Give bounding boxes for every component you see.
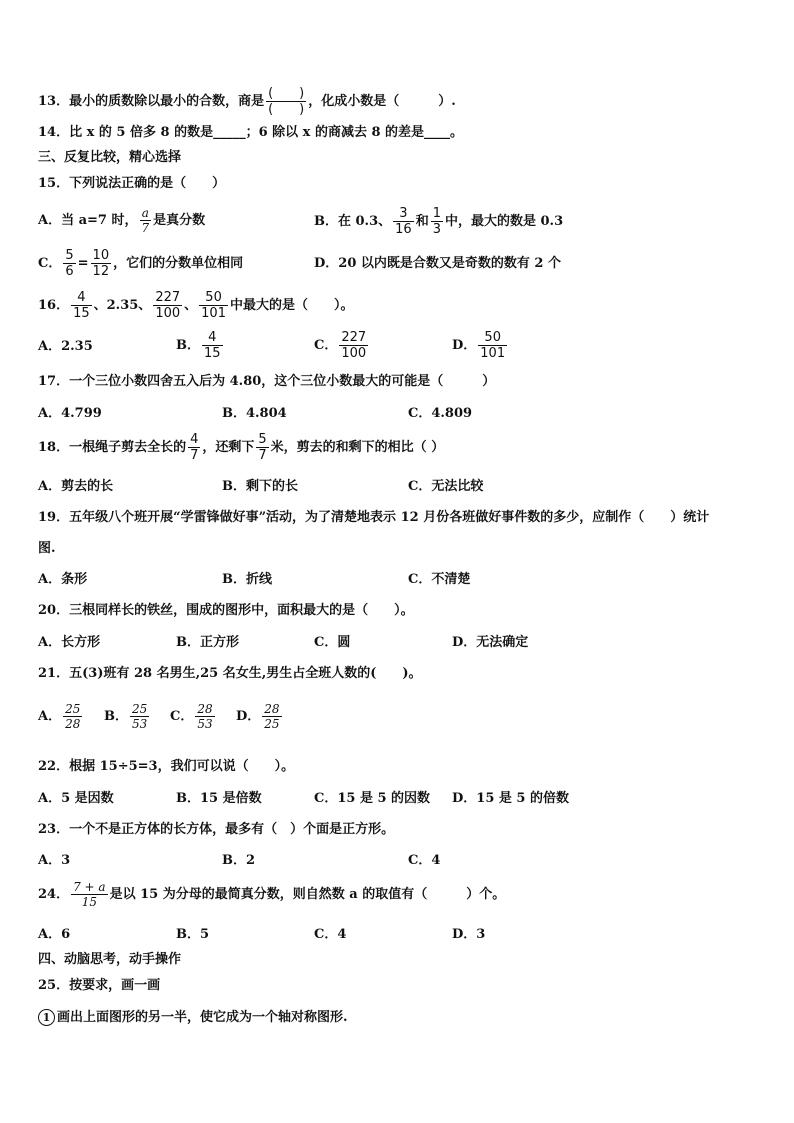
q18-f2-den: 7 (258, 448, 267, 463)
q13-number: 13． (38, 94, 70, 109)
question-15-stem: 15．下列说法正确的是（ ） (38, 176, 226, 191)
q21-c-fraction (195, 702, 214, 731)
q22-option-c: C．15 是 5 的因数 (314, 791, 431, 806)
question-16-stem (38, 290, 354, 321)
q20-option-c: C．圆 (314, 635, 351, 650)
q16-d-label: D． (452, 338, 477, 353)
q18-option-a: A．剪去的长 (38, 479, 114, 494)
q17-option-c: C．4.809 (408, 406, 473, 421)
q16-c-fraction (339, 330, 368, 361)
q24-text-post: 是以 15 为分母的最简真分数，则自然数 a 的取值有（ ）个。 (109, 887, 506, 902)
q16-b-num: 4 (208, 330, 217, 345)
q16-b-den: 15 (204, 346, 221, 361)
q13-numerator-blank: ( ) (268, 86, 305, 101)
q25-sub-1-text: 画出上面图形的另一半，使它成为一个轴对称图形. (57, 1010, 348, 1025)
q24-den: 15 (81, 895, 97, 909)
q15-a-text: A．当 a=7 时， (38, 213, 138, 228)
q21-a-num: 25 (65, 702, 81, 716)
q15-b-f2-den: 3 (432, 222, 441, 237)
q16-f3-den: 101 (201, 306, 226, 321)
q16-b-fraction (202, 330, 223, 361)
q15-c-label: C． (38, 256, 62, 271)
q15-c-f1-den: 6 (65, 264, 74, 279)
q21-c-num: 28 (197, 702, 213, 716)
q17-option-b: B．4.804 (222, 406, 287, 421)
q20-option-b: B．正方形 (176, 635, 239, 650)
q18-text-post: 米，剪去的和剩下的相比（ ） (270, 440, 445, 455)
q18-f1-num: 4 (190, 432, 199, 447)
q15-option-c (38, 248, 243, 279)
question-24-stem (38, 880, 505, 909)
q15-b-mid: 和 (415, 214, 429, 229)
q15-a-fraction (140, 206, 152, 235)
q21-b-num: 25 (132, 702, 148, 716)
q16-c-den: 100 (341, 346, 367, 361)
q16-option-c (314, 330, 370, 361)
q15-b-f1-num: 3 (399, 206, 408, 221)
question-22-stem: 22．根据 15÷5=3，我们可以说（ ）。 (38, 759, 295, 774)
q21-d-den: 25 (264, 717, 280, 731)
q15-c-fraction-2 (91, 248, 112, 279)
q16-f1-num: 4 (77, 290, 86, 305)
circled-number-1: 1 (38, 1009, 55, 1026)
question-17-stem: 17．一个三位小数四舍五入后为 4.80，这个三位小数最大的可能是（ ） (38, 374, 496, 389)
q22-option-b: B．15 是倍数 (176, 791, 262, 806)
q15-c-equals: = (77, 256, 89, 271)
q21-d-num: 28 (264, 702, 280, 716)
section-heading-3: 三、反复比较，精心选择 (38, 150, 182, 165)
q24-num: 7 + a (73, 880, 106, 894)
question-25-stem: 25．按要求，画一画 (38, 978, 161, 993)
q21-b-den: 53 (132, 717, 148, 731)
q15-c-text-post: ，它们的分数单位相同 (113, 256, 244, 271)
q19-option-a: A．条形 (38, 572, 88, 587)
q18-text-pre: 18．一根绳子剪去全长的 (38, 440, 187, 455)
q21-option-c (170, 702, 217, 731)
q20-option-a: A．长方形 (38, 635, 101, 650)
q15-b-fraction-2 (431, 206, 443, 237)
q15-a-numerator: a (141, 206, 149, 220)
q15-b-text-post: 中，最大的数是 0.3 (444, 214, 564, 229)
q16-fraction-1 (71, 290, 92, 321)
q13-denominator-blank: ( ) (268, 102, 305, 117)
q22-option-a: A．5 是因数 (38, 791, 114, 806)
q24-option-c: C．4 (314, 927, 347, 942)
q15-c-f1-num: 5 (65, 248, 74, 263)
q23-option-b: B．2 (222, 853, 256, 868)
question-21-stem: 21．五(3)班有 28 名男生,25 名女生,男生占全班人数的( )。 (38, 666, 422, 681)
q16-f1-den: 15 (73, 306, 90, 321)
q21-c-den: 53 (197, 717, 213, 731)
q13-text-2: ，化成小数是（ ）. (308, 94, 456, 109)
q16-d-fraction (478, 330, 507, 361)
q15-option-a (38, 206, 205, 235)
q16-text-post: 中最大的是（ ）。 (229, 298, 354, 313)
q18-fraction-2 (256, 432, 268, 463)
q19-option-c: C．不清楚 (408, 572, 471, 587)
q21-d-label: D． (236, 709, 261, 724)
q21-a-den: 28 (65, 717, 81, 731)
q16-option-b (176, 330, 225, 361)
q20-option-d: D．无法确定 (452, 635, 529, 650)
q18-option-c: C．无法比较 (408, 479, 484, 494)
q23-option-c: C．4 (408, 853, 441, 868)
q16-option-a: A．2.35 (38, 339, 93, 354)
q16-d-num: 50 (484, 330, 501, 345)
q22-option-d: D．15 是 5 的倍数 (452, 791, 569, 806)
q18-fraction-1 (188, 432, 200, 463)
q16-mid-1: 、2.35、 (93, 298, 152, 313)
q15-option-d: D．20 以内既是合数又是奇数的数有 2 个 (314, 256, 561, 271)
q16-c-num: 227 (341, 330, 367, 345)
q16-mid-2: 、 (184, 298, 198, 313)
q15-c-fraction-1 (63, 248, 75, 279)
question-19-line-1: 19．五年级八个班开展“学雷锋做好事”活动，为了清楚地表示 12 月份各班做好事件数的多少，应制作（ ）统计 (38, 510, 710, 525)
q16-d-den: 101 (480, 346, 506, 361)
q15-option-b (314, 206, 563, 237)
question-23-stem: 23．一个不是正方体的长方体，最多有（ ）个面是正方形。 (38, 822, 395, 837)
q24-option-d: D．3 (452, 927, 486, 942)
q23-option-a: A．3 (38, 853, 71, 868)
q21-option-d (236, 702, 284, 731)
q16-b-label: B． (176, 338, 200, 353)
q13-fraction-blank (266, 86, 306, 117)
q15-b-fraction-1 (393, 206, 414, 237)
q21-c-label: C． (170, 709, 194, 724)
q24-fraction (71, 880, 107, 909)
q16-f3-num: 50 (205, 290, 222, 305)
question-13 (38, 86, 456, 117)
q25-sub-1 (38, 1009, 348, 1026)
q21-option-a (38, 702, 84, 731)
q15-a-denominator: 7 (141, 221, 150, 235)
question-20-stem: 20．三根同样长的铁丝，围成的图形中，面积最大的是（ ）。 (38, 603, 414, 618)
q18-f1-den: 7 (190, 448, 199, 463)
q16-fraction-2 (153, 290, 182, 321)
q21-b-label: B． (104, 709, 128, 724)
q17-option-a: A．4.799 (38, 406, 102, 421)
q16-option-d (452, 330, 509, 361)
question-18-stem (38, 432, 444, 463)
q16-number: 16． (38, 298, 70, 313)
q15-b-text: B．在 0.3、 (314, 214, 392, 229)
q24-number: 24． (38, 887, 70, 902)
q18-f2-num: 5 (258, 432, 267, 447)
q16-f2-den: 100 (155, 306, 181, 321)
q24-option-b: B．5 (176, 927, 210, 942)
q24-option-a: A．6 (38, 927, 71, 942)
q19-option-b: B．折线 (222, 572, 272, 587)
q21-option-b (104, 702, 151, 731)
q15-c-f2-den: 12 (92, 264, 110, 279)
q21-a-fraction (63, 702, 82, 731)
q15-a-text-post: 是真分数 (153, 213, 206, 228)
q15-b-f1-den: 16 (395, 222, 412, 237)
q15-c-f2-num: 10 (92, 248, 110, 263)
q16-c-label: C． (314, 338, 338, 353)
section-heading-4: 四、动脑思考，动手操作 (38, 952, 182, 967)
question-19-line-2: 图. (38, 541, 56, 556)
q18-text-mid: ，还剩下 (202, 440, 255, 455)
question-14: 14．比 x 的 5 倍多 8 的数是_____；6 除以 x 的商减去 8 的差是____。 (38, 125, 464, 140)
q21-a-label: A． (38, 709, 62, 724)
q21-b-fraction (130, 702, 149, 731)
q18-option-b: B．剩下的长 (222, 479, 298, 494)
q21-d-fraction (262, 702, 281, 731)
q16-f2-num: 227 (155, 290, 181, 305)
q16-fraction-3 (199, 290, 228, 321)
q13-text-1: 最小的质数除以最小的合数，商是 (69, 94, 265, 109)
q15-b-f2-num: 1 (432, 206, 441, 221)
